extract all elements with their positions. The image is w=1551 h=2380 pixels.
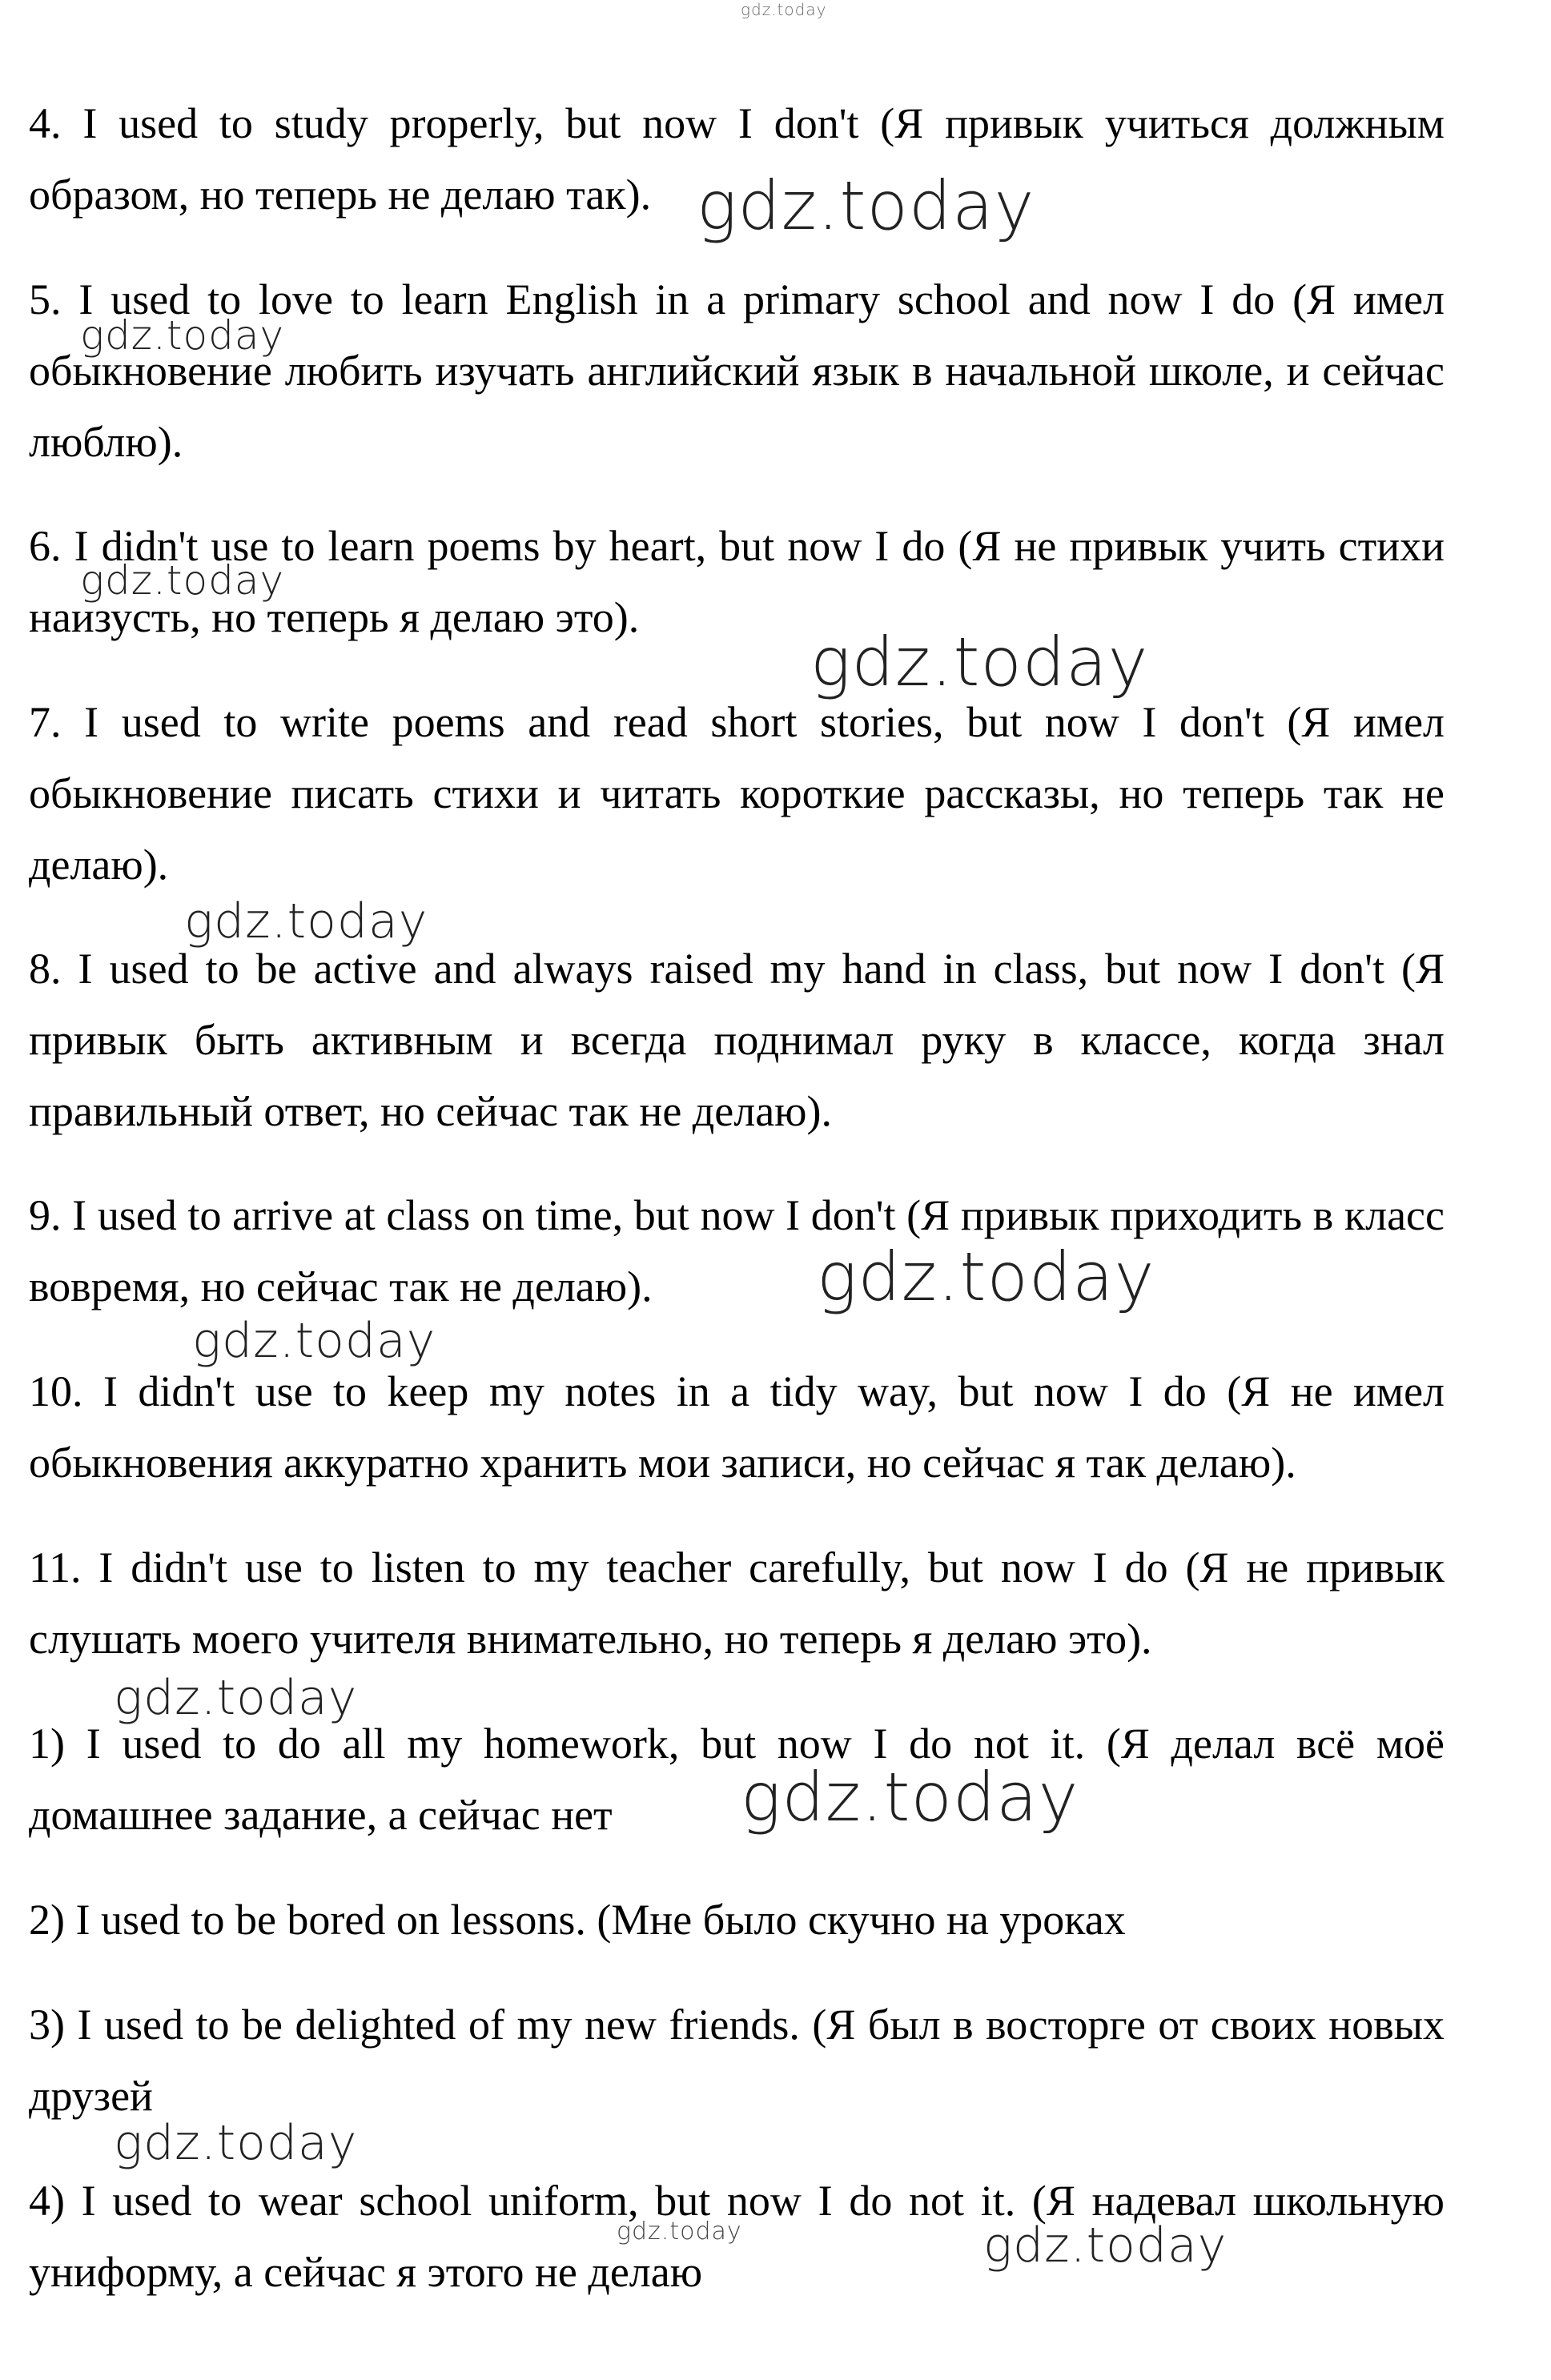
watermark: gdz.today [114,2115,358,2171]
paragraph-sub-item-4: 4) I used to wear school uniform, but now I do not it. (Я надевал школьную униформу, а сейчас я этого не делаю [29,2177,1445,2296]
watermark: gdz.today [741,0,827,19]
paragraph-item-9: 9. I used to arrive at class on time, but now I don't (Я привык приходить в класс вовремя, но сейчас так не делаю). [29,1191,1445,1310]
watermark: gdz.today [184,893,428,949]
paragraph-item-5: 5. I used to love to learn English in a primary school and now I do (Я имел обыкновение любить изучать английский язык в начальной школе, и сейчас люблю). [29,275,1445,466]
paragraph-sub-item-3: 3) I used to be delighted of my new friends. (Я был в восторге от своих новых друзей [29,2001,1445,2120]
paragraph-item-4: 4. I used to study properly, but now I don't (Я привык учиться должным образом, но теперь не делаю так). [29,99,1445,219]
watermark: gdz.today [741,1758,1079,1836]
paragraph-item-11: 11. I didn't use to listen to my teacher carefully, but now I do (Я не привык слушать моего учителя внимательно, но теперь я делаю это). [29,1543,1445,1663]
watermark: gdz.today [80,557,285,604]
watermark: gdz.today [80,312,285,359]
watermark: gdz.today [983,2217,1228,2274]
watermark: gdz.today [810,623,1149,701]
watermark: gdz.today [192,1313,436,1369]
paragraph-item-8: 8. I used to be active and always raised my hand in class, but now I don't (Я привык быть активным и всегда поднимал руку в классе, когда знал правильный ответ, но сейчас так не делаю). [29,945,1445,1135]
paragraph-sub-item-1: 1) I used to do all my homework, but now I do not it. (Я делал всё моё домашнее задание, а сейчас нет [29,1720,1445,1839]
paragraph-item-10: 10. I didn't use to keep my notes in a tidy way, but now I do (Я не имел обыкновения аккуратно хранить мои записи, но сейчас я так делаю). [29,1367,1445,1487]
paragraph-sub-item-2: 2) I used to be bored on lessons. (Мне было скучно на уроках [29,1896,1126,1944]
paragraph-item-6: 6. I didn't use to learn poems by heart, but now I do (Я не привык учить стихи наизусть, но теперь я делаю это). [29,522,1445,641]
paragraph-item-7: 7. I used to write poems and read short stories, but now I don't (Я имел обыкновение писать стихи и читать короткие рассказы, но теперь так не делаю). [29,698,1445,889]
watermark: gdz.today [697,167,1035,245]
watermark: gdz.today [817,1238,1155,1316]
watermark: gdz.today [114,1670,358,1726]
watermark: gdz.today [617,2217,742,2246]
